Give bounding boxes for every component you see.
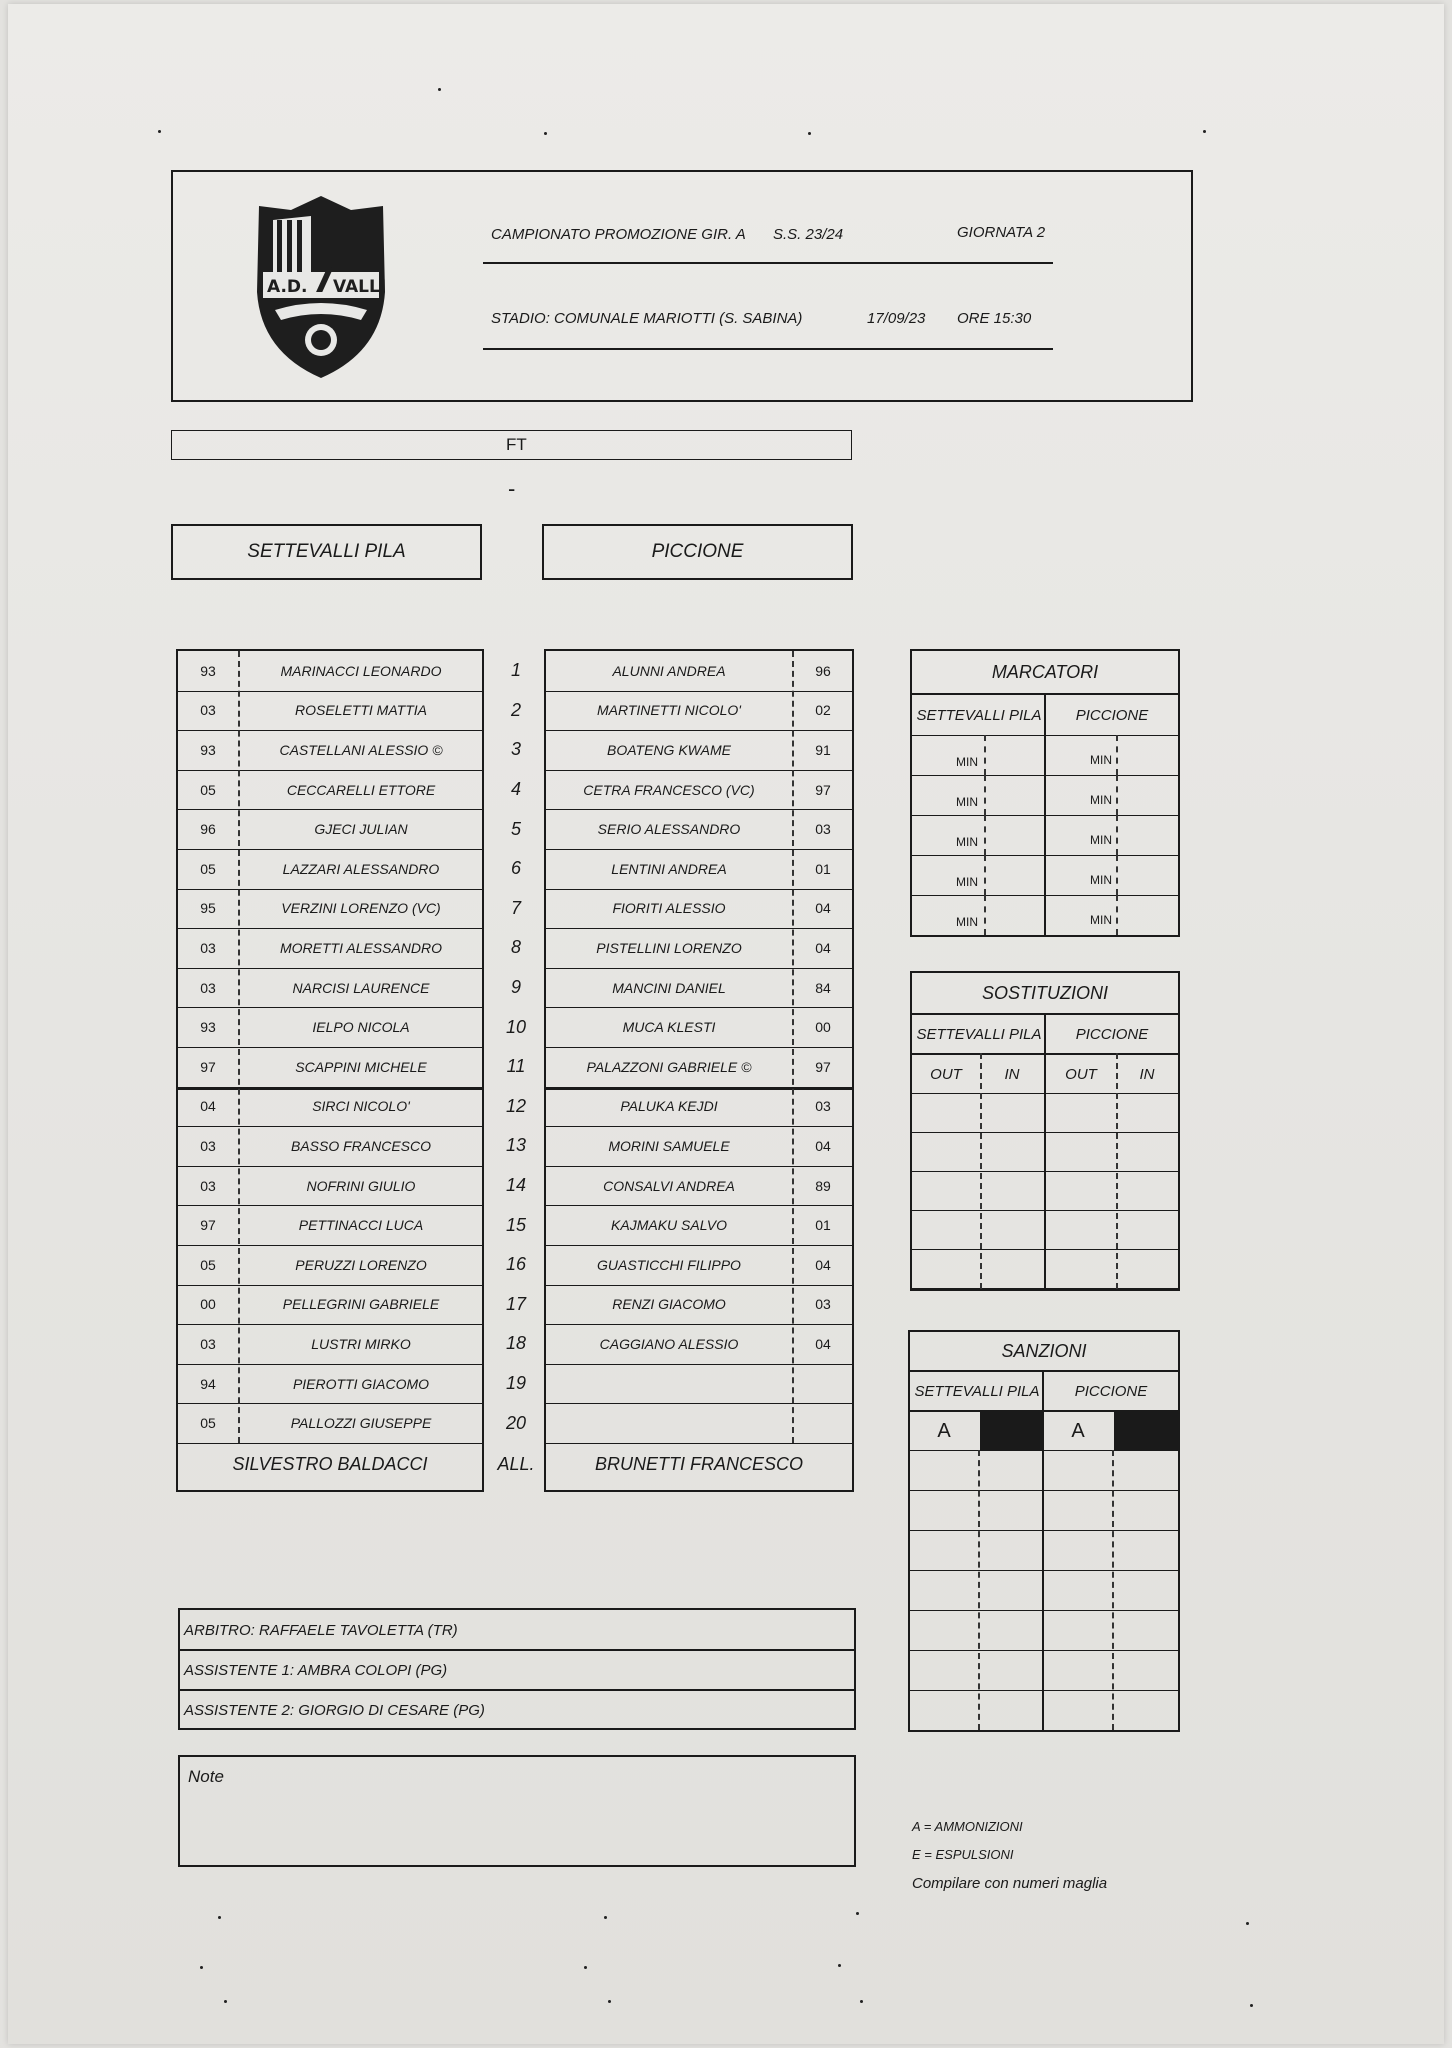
away-player-name: KAJMAKU SALVO <box>611 1217 727 1234</box>
shirt-number: 17 <box>505 1293 527 1314</box>
subs-away-in: IN <box>1139 1065 1155 1083</box>
home-year-separator <box>238 651 240 1443</box>
sanction-row-line <box>910 1530 1178 1531</box>
sanctions-title: SANZIONI <box>1001 1340 1087 1361</box>
away-player-name: LENTINI ANDREA <box>611 860 727 877</box>
shirt-number: 6 <box>510 858 521 879</box>
home-player-year: 93 <box>200 662 216 679</box>
assistant1-label: ASSISTENTE 1: AMBRA COLOPI (PG) <box>184 1662 448 1679</box>
svg-text:VALLI: VALLI <box>333 277 387 297</box>
away-player-name: ALUNNI ANDREA <box>612 662 726 679</box>
shirt-number: 12 <box>505 1095 527 1116</box>
scorer-home-dash <box>984 735 986 775</box>
home-player-name: LUSTRI MIRKO <box>311 1335 411 1352</box>
subs-row-line <box>912 1249 1178 1250</box>
home-player-name: ROSELETTI MATTIA <box>295 702 427 719</box>
scorer-away-dash <box>1116 775 1118 815</box>
matchday-label: GIORNATA 2 <box>957 224 1046 241</box>
sanctions-away-black-cell <box>1114 1412 1178 1450</box>
subs-away-dash <box>1116 1053 1118 1289</box>
home-player-year: 04 <box>200 1098 216 1115</box>
home-player-year: 03 <box>200 939 216 956</box>
away-player-year: 01 <box>815 1217 831 1234</box>
sanction-row-line <box>910 1730 1178 1731</box>
speck <box>604 1916 607 1919</box>
header-divider-2 <box>483 348 1053 350</box>
officials-line-2 <box>180 1689 854 1691</box>
away-player-year: 03 <box>815 1098 831 1115</box>
speck <box>838 1964 841 1967</box>
scorer-away-min: MIN <box>1090 873 1112 887</box>
officials-table <box>178 1608 856 1730</box>
header-divider-1 <box>483 262 1053 264</box>
scorer-away-min: MIN <box>1090 833 1112 847</box>
scorer-row-line <box>912 775 1178 776</box>
home-player-name: PELLEGRINI GABRIELE <box>282 1296 440 1313</box>
match-date: 17/09/23 <box>867 310 926 327</box>
home-player-year: 97 <box>200 1217 216 1234</box>
away-player-year: 04 <box>815 1137 831 1154</box>
speck <box>856 1912 859 1915</box>
match-time: ORE 15:30 <box>957 310 1032 327</box>
shirt-number: 3 <box>510 739 521 760</box>
home-player-year: 93 <box>200 1019 216 1036</box>
home-player-year: 00 <box>200 1296 216 1313</box>
home-player-name: MARINACCI LEONARDO <box>280 662 442 679</box>
home-player-year: 03 <box>200 1177 216 1194</box>
away-player-name: PALUKA KEJDI <box>620 1098 718 1115</box>
scorer-away-min: MIN <box>1090 793 1112 807</box>
scorer-home-dash <box>984 855 986 895</box>
home-player-name: GJECI JULIAN <box>314 821 408 838</box>
away-player-name: SERIO ALESSANDRO <box>597 821 741 838</box>
away-player-year: 04 <box>815 1256 831 1273</box>
away-player-name: CETRA FRANCESCO (VC) <box>583 781 755 798</box>
home-player-year: 05 <box>200 860 216 877</box>
speck <box>224 2000 227 2003</box>
away-player-year: 84 <box>815 979 831 996</box>
sanctions-table <box>908 1330 1180 1732</box>
scorer-away-dash <box>1116 855 1118 895</box>
away-player-name: RENZI GIACOMO <box>612 1296 726 1313</box>
speck <box>158 130 161 133</box>
speck <box>808 132 811 135</box>
speck <box>608 2000 611 2003</box>
subs-row-line <box>912 1288 1178 1289</box>
speck <box>438 88 441 91</box>
away-player-name: FIORITI ALESSIO <box>612 900 726 917</box>
away-coach-name: BRUNETTI FRANCESCO <box>594 1454 803 1475</box>
speck <box>200 1966 203 1969</box>
shirt-number: 4 <box>510 779 521 800</box>
legend-e: E = ESPULSIONI <box>912 1847 1014 1862</box>
subs-row-line <box>912 1171 1178 1172</box>
subs-away-header: PICCIONE <box>1075 1025 1149 1043</box>
subs-home-in: IN <box>1004 1065 1020 1083</box>
scorer-row-line <box>912 815 1178 816</box>
away-player-name <box>546 1364 792 1404</box>
sanctions-home-a: A <box>937 1419 951 1442</box>
away-player-year: 91 <box>815 741 831 758</box>
home-player-year: 03 <box>200 1137 216 1154</box>
sanction-row-line <box>910 1650 1178 1651</box>
sanction-row-line <box>910 1570 1178 1571</box>
home-lineup-table <box>176 649 484 1492</box>
subs-title: SOSTITUZIONI <box>982 982 1108 1003</box>
shirt-number: 14 <box>505 1175 527 1196</box>
home-player-name: CECCARELLI ETTORE <box>286 781 436 798</box>
season-label: S.S. 23/24 <box>773 226 844 243</box>
subs-home-dash <box>980 1053 982 1289</box>
scorers-away-header: PICCIONE <box>1075 706 1149 724</box>
away-year-separator <box>792 651 794 1443</box>
scorer-row-line <box>912 895 1178 896</box>
sanction-row-line <box>910 1450 1178 1451</box>
sanction-row-line <box>910 1690 1178 1691</box>
scorer-away-min: MIN <box>1090 913 1112 927</box>
subs-row-line <box>912 1093 1178 1094</box>
shirt-number: 1 <box>510 660 521 681</box>
subs-home-out: OUT <box>930 1065 962 1083</box>
sanctions-away-a: A <box>1071 1419 1085 1442</box>
speck <box>544 132 547 135</box>
away-player-name: CAGGIANO ALESSIO <box>599 1335 739 1352</box>
home-player-year: 94 <box>200 1375 216 1392</box>
result-label: FT <box>506 435 527 454</box>
home-player-name: NOFRINI GIULIO <box>306 1177 416 1194</box>
home-player-year: 03 <box>200 979 216 996</box>
scorer-away-dash <box>1116 895 1118 935</box>
home-player-year: 95 <box>200 900 216 917</box>
shirt-number: 18 <box>505 1333 527 1354</box>
svg-text:7: 7 <box>311 261 335 301</box>
speck <box>584 1966 587 1969</box>
home-player-name: MORETTI ALESSANDRO <box>279 939 443 956</box>
away-player-year: 03 <box>815 1296 831 1313</box>
legend-a: A = AMMONIZIONI <box>912 1819 1023 1834</box>
home-player-name: CASTELLANI ALESSIO © <box>279 741 443 758</box>
scorer-home-min: MIN <box>956 755 978 769</box>
shirt-number: 20 <box>505 1412 527 1433</box>
notes-label: Note <box>188 1767 224 1786</box>
championship-label: CAMPIONATO PROMOZIONE GIR. A <box>491 226 746 243</box>
away-player-year: 96 <box>815 662 831 679</box>
shirt-number: 11 <box>506 1056 526 1077</box>
scorers-mid-line <box>1044 693 1046 935</box>
scorers-home-header: SETTEVALLI PILA <box>916 706 1042 724</box>
shirt-number: 15 <box>505 1214 527 1235</box>
away-player-year: 97 <box>815 781 831 798</box>
shirt-number: 7 <box>510 897 521 918</box>
away-team-name: PICCIONE <box>542 524 853 580</box>
scorer-home-min: MIN <box>956 875 978 889</box>
sanction-home-dash <box>978 1450 980 1730</box>
home-player-name: LAZZARI ALESSANDRO <box>282 860 440 877</box>
home-team-name: SETTEVALLI PILA <box>171 524 482 580</box>
home-coach-name: SILVESTRO BALDACCI <box>232 1454 428 1475</box>
scorer-home-dash <box>984 815 986 855</box>
away-lineup-table <box>544 649 854 1492</box>
home-player-year: 03 <box>200 702 216 719</box>
subs-mid-line <box>1044 1013 1046 1289</box>
subs-away-out: OUT <box>1065 1065 1097 1083</box>
legend-fill: Compilare con numeri maglia <box>912 1875 1108 1892</box>
home-player-year: 03 <box>200 1335 216 1352</box>
shirt-number: 13 <box>505 1135 527 1156</box>
away-player-name: MORINI SAMUELE <box>608 1137 730 1154</box>
away-player-name: GUASTICCHI FILIPPO <box>597 1256 741 1273</box>
shirt-number: 2 <box>510 699 521 720</box>
away-player-name: PALAZZONI GABRIELE © <box>586 1058 752 1075</box>
substitutions-table <box>910 971 1180 1291</box>
scorer-away-min: MIN <box>1090 753 1112 767</box>
sanction-row-line <box>910 1610 1178 1611</box>
subs-home-header: SETTEVALLI PILA <box>916 1025 1042 1043</box>
shirt-number: 8 <box>510 937 521 958</box>
assistant2-label: ASSISTENTE 2: GIORGIO DI CESARE (PG) <box>184 1702 485 1719</box>
shirt-number: 16 <box>505 1254 527 1275</box>
home-player-name: VERZINI LORENZO (VC) <box>281 900 441 917</box>
home-player-year: 05 <box>200 1256 216 1273</box>
coach-label: ALL. <box>497 1454 535 1475</box>
svg-text:A.D.: A.D. <box>267 277 308 297</box>
score-separator: - <box>508 476 516 501</box>
away-player-name: MANCINI DANIEL <box>612 979 726 996</box>
home-player-year: 93 <box>200 741 216 758</box>
match-sheet <box>8 4 1444 2044</box>
home-player-name: SIRCI NICOLO' <box>312 1098 410 1115</box>
scorer-away-dash <box>1116 815 1118 855</box>
shirt-number: 9 <box>510 977 521 998</box>
home-player-year: 05 <box>200 1415 216 1432</box>
shirt-number: 5 <box>510 818 521 839</box>
speck <box>218 1916 221 1919</box>
home-player-name: BASSO FRANCESCO <box>290 1137 432 1154</box>
scorer-home-dash <box>984 775 986 815</box>
scorers-table <box>910 649 1180 937</box>
away-player-name: CONSALVI ANDREA <box>603 1177 735 1194</box>
scorers-title: MARCATORI <box>991 661 1099 682</box>
home-player-name: PALLOZZI GIUSEPPE <box>290 1415 432 1432</box>
home-player-year: 96 <box>200 821 216 838</box>
speck <box>1250 2004 1253 2007</box>
home-player-name: PERUZZI LORENZO <box>295 1256 427 1273</box>
home-player-name: SCAPPINI MICHELE <box>295 1058 427 1075</box>
away-player-name: BOATENG KWAME <box>607 741 731 758</box>
club-logo <box>251 192 391 382</box>
home-player-name: PIEROTTI GIACOMO <box>292 1375 430 1392</box>
away-player-name: MARTINETTI NICOLO' <box>597 702 741 719</box>
sanction-away-dash <box>1112 1450 1114 1730</box>
away-player-year: 04 <box>815 939 831 956</box>
home-player-year: 05 <box>200 781 216 798</box>
away-player-year: 03 <box>815 821 831 838</box>
home-player-name: NARCISI LAURENCE <box>292 979 430 996</box>
home-player-name: PETTINACCI LUCA <box>298 1217 424 1234</box>
speck <box>860 2000 863 2003</box>
scorer-row-line <box>912 735 1178 736</box>
result-bar <box>171 430 852 460</box>
scorer-away-dash <box>1116 735 1118 775</box>
speck <box>1246 1922 1249 1925</box>
away-player-year: 04 <box>815 1335 831 1352</box>
shirt-number: 19 <box>505 1373 527 1394</box>
stadium-label: STADIO: COMUNALE MARIOTTI (S. SABINA) <box>491 310 803 327</box>
header-box <box>171 170 1193 402</box>
away-player-year: 89 <box>815 1177 831 1194</box>
speck <box>1203 130 1206 133</box>
away-player-year: 97 <box>815 1058 831 1075</box>
shirt-number: 10 <box>505 1016 527 1037</box>
away-player-name <box>546 1403 792 1443</box>
away-player-year: 00 <box>815 1019 831 1036</box>
away-player-name: MUCA KLESTI <box>622 1019 716 1036</box>
away-player-year: 02 <box>815 702 831 719</box>
scorer-row-line <box>912 855 1178 856</box>
scorer-home-dash <box>984 895 986 935</box>
subs-row-line <box>912 1132 1178 1133</box>
referee-label: ARBITRO: RAFFAELE TAVOLETTA (TR) <box>184 1622 458 1639</box>
home-player-year: 97 <box>200 1058 216 1075</box>
away-player-year <box>794 1364 852 1404</box>
away-player-name: PISTELLINI LORENZO <box>596 939 742 956</box>
officials-line-1 <box>180 1649 854 1651</box>
scorer-home-min: MIN <box>956 915 978 929</box>
home-player-name: IELPO NICOLA <box>312 1019 410 1036</box>
notes-box <box>178 1755 856 1867</box>
scorer-home-min: MIN <box>956 835 978 849</box>
away-player-year <box>794 1403 852 1443</box>
away-player-year: 04 <box>815 900 831 917</box>
away-player-year: 01 <box>815 860 831 877</box>
scorer-home-min: MIN <box>956 795 978 809</box>
sanctions-home-black-cell <box>980 1412 1042 1450</box>
sanctions-away-header: PICCIONE <box>1074 1382 1148 1400</box>
subs-row-line <box>912 1210 1178 1211</box>
sanction-row-line <box>910 1490 1178 1491</box>
sanctions-home-header: SETTEVALLI PILA <box>914 1382 1040 1400</box>
